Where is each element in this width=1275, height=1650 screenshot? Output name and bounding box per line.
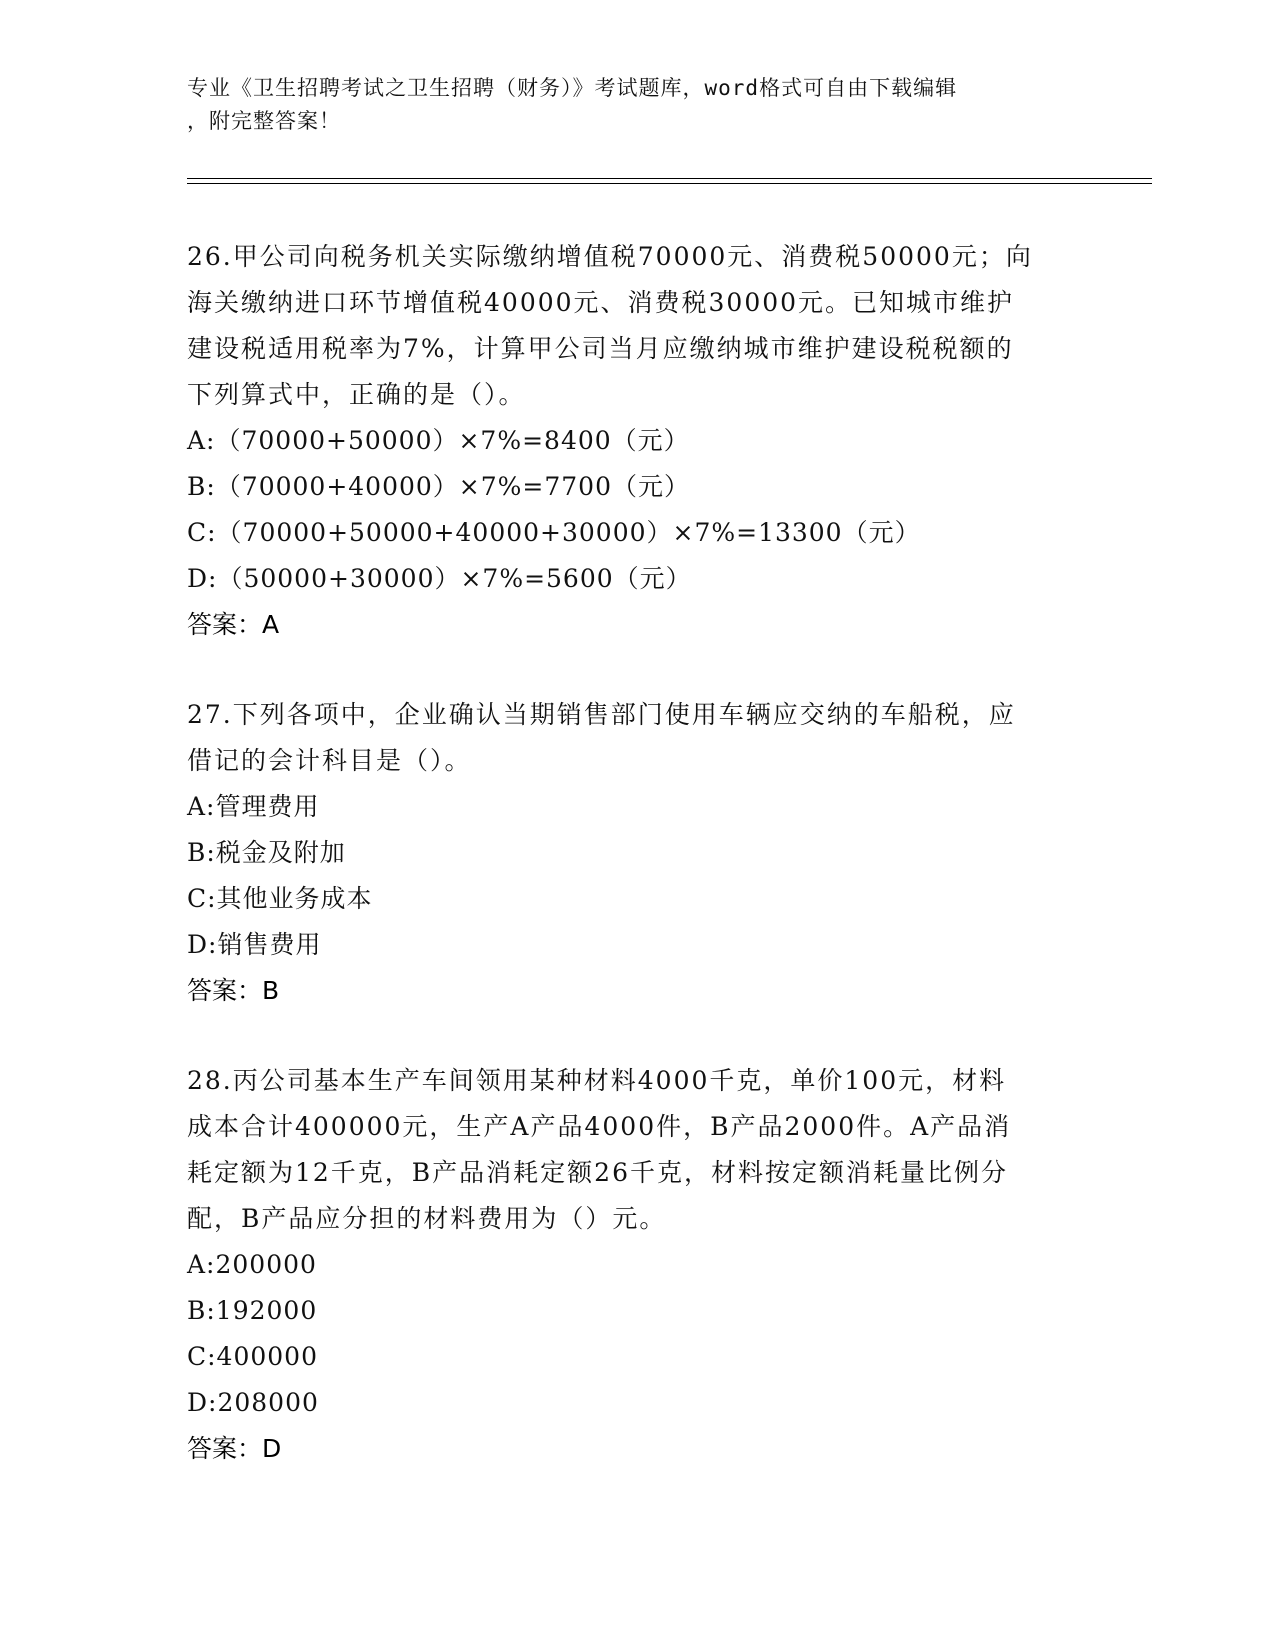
header-divider-top — [187, 178, 1152, 179]
answer-line: 答案：A — [187, 610, 280, 639]
question-spacer — [187, 648, 1147, 692]
answer-line: 答案：D — [187, 1434, 282, 1463]
option-a: A:（70000+50000）×7%=8400（元） — [187, 426, 690, 455]
question-text-line: 海关缴纳进口环节增值税40000元、消费税30000元。已知城市维护 — [187, 288, 1015, 317]
option-c: C:（70000+50000+40000+30000）×7%=13300（元） — [187, 518, 921, 547]
header-divider-bottom — [187, 183, 1152, 184]
question-text-line: 成本合计400000元，生产A产品4000件，B产品2000件。A产品消 — [187, 1112, 1012, 1141]
question-28 — [187, 1058, 1147, 1472]
option-d: D:销售费用 — [187, 930, 322, 959]
question-text-line: 配，B产品应分担的材料费用为（）元。 — [187, 1204, 667, 1233]
document-header — [187, 72, 1067, 138]
question-list — [187, 234, 1147, 1472]
option-b: B:税金及附加 — [187, 838, 346, 867]
option-d: D:208000 — [187, 1388, 319, 1417]
answer-line: 答案：B — [187, 976, 280, 1005]
option-b: B:（70000+40000）×7%=7700（元） — [187, 472, 690, 501]
option-d: D:（50000+30000）×7%=5600（元） — [187, 564, 692, 593]
question-text-line: 28.丙公司基本生产车间领用某种材料4000千克，单价100元，材料 — [187, 1066, 1007, 1095]
option-a: A:管理费用 — [187, 792, 320, 821]
question-text-line: 26.甲公司向税务机关实际缴纳增值税70000元、消费税50000元；向 — [187, 242, 1033, 271]
question-26 — [187, 234, 1147, 648]
question-spacer — [187, 1014, 1147, 1058]
option-c: C:400000 — [187, 1342, 318, 1371]
question-text-line: 建设税适用税率为7%，计算甲公司当月应缴纳城市维护建设税税额的 — [187, 334, 1014, 363]
header-line-2: ，附完整答案！ — [187, 109, 341, 133]
header-line-1: 专业《卫生招聘考试之卫生招聘（财务）》考试题库，word格式可自由下载编辑 — [187, 76, 958, 100]
option-c: C:其他业务成本 — [187, 884, 373, 913]
question-text-line: 耗定额为12千克，B产品消耗定额26千克，材料按定额消耗量比例分 — [187, 1158, 1008, 1187]
question-text-line: 借记的会计科目是（）。 — [187, 746, 472, 775]
option-b: B:192000 — [187, 1296, 318, 1325]
question-text-line: 27.下列各项中，企业确认当期销售部门使用车辆应交纳的车船税，应 — [187, 700, 1016, 729]
question-text-line: 下列算式中，正确的是（）。 — [187, 380, 526, 409]
option-a: A:200000 — [187, 1250, 317, 1279]
question-27 — [187, 692, 1147, 1014]
